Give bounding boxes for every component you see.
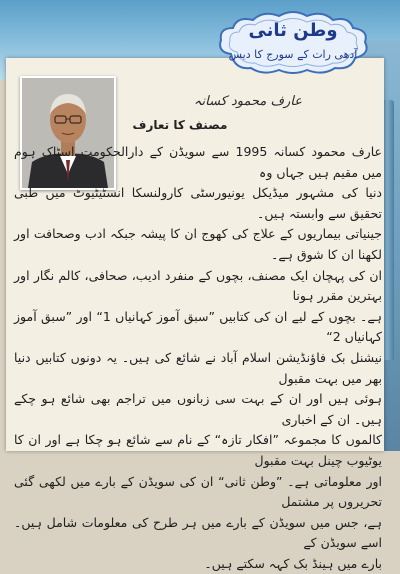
text-line: بارے میں ہینڈ بک کہہ سکتے ہیں۔ <box>204 555 382 571</box>
text-line: اور معلوماتی ہے۔ ”وطن ثانی“ ان کی سویڈن کے بارے میں لکھی گئی تحریروں پر مشتمل <box>14 473 382 510</box>
badge-title: وطن ثانی <box>248 20 338 41</box>
text-line: عارف محمود کسانہ 1995 سے سویڈن کے دارالحکومت اسٹاک ہوم میں مقیم ہیں جہاں وہ <box>14 144 382 180</box>
text-line: دنیا کی مشہور میڈیکل یونیورسٹی کارولنسکا انسٹیٹیوٹ میں طبی تحقیق سے وابستہ ہیں۔ <box>14 185 382 221</box>
text-line: ہوئی ہیں اور ان کے بہت سی زبانوں میں تراجم بھی شائع ہو چکے ہیں۔ ان کے اخباری <box>14 391 382 427</box>
text-line: کالموں کا مجموعہ ”افکار تازہ“ کے نام سے شائع ہو چکا ہے اور ان کا یوٹیوب چینل بہت مقبول <box>14 432 382 468</box>
text-line: ہے۔ بچوں کے لیے ان کی کتابیں ”سبق آموز کہانیاں 1“ اور ”سبق آموز کہانیاں 2“ <box>14 308 382 345</box>
text-line: جینیاتی بیماریوں کے علاج کی کھوج ان کا پیشہ جبکہ ادب وصحافت اور لکھنا ان کا شوق ہے۔ <box>14 226 382 262</box>
section-title: مصنف کا تعارف <box>132 118 228 132</box>
author-intro-text <box>14 142 382 574</box>
text-line: نیشنل بک فاؤنڈیشن اسلام آباد نے شائع کی ہیں۔ یہ دونوں کتابیں دنیا بھر میں بہت مقبول <box>14 349 382 386</box>
book-title-badge <box>213 8 373 78</box>
badge-subtitle: آدھی رات کے سورج کا دیس <box>228 48 358 61</box>
text-line: ہے، جس میں سویڈن کے بارے میں ہر طرح کی معلومات شامل ہیں۔ اسے سویڈن کے <box>14 514 382 551</box>
text-line: ان کی پہچان ایک مصنف، بچوں کے منفرد ادیب، صحافی، کالم نگار اور بہترین مقرر ہونا <box>14 267 382 304</box>
author-signature: عارف محمود کسانہ <box>193 94 302 109</box>
